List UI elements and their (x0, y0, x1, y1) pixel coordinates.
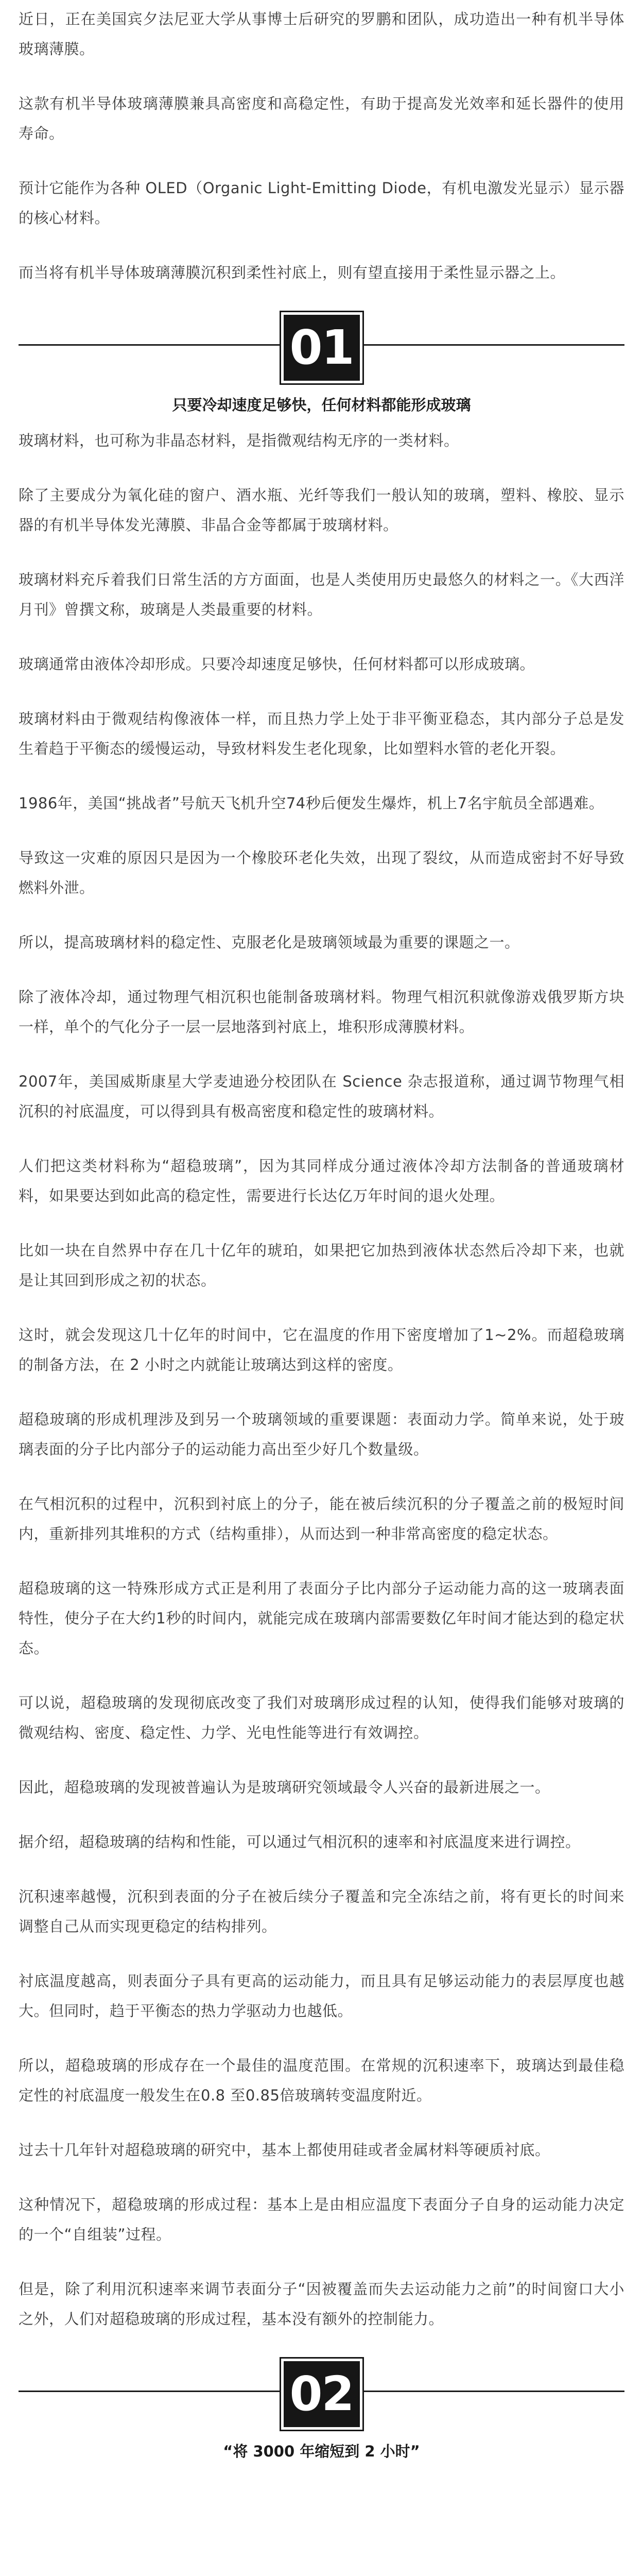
article-paragraph: 导致这一灾难的原因只是因为一个橡胶环老化失效，出现了裂纹，从而造成密封不好导致燃料外泄。 (19, 849, 624, 896)
article-paragraph: 超稳玻璃的形成机理涉及到另一个玻璃领域的重要课题：表面动力学。简单来说，处于玻璃表面的分子比内部分子的运动能力高出至少好几个数量级。 (19, 1411, 624, 1458)
section-number: 01 (289, 320, 354, 375)
article-paragraph: 沉积速率越慢，沉积到表面的分子在被后续分子覆盖和完全冻结之前，将有更长的时间来调整自己从而实现更稳定的结构排列。 (19, 1888, 624, 1935)
section-number-box (281, 312, 362, 383)
article-paragraph: 所以，提高玻璃材料的稳定性、克服老化是玻璃领域最为重要的课题之一。 (19, 934, 520, 951)
article-paragraph: 超稳玻璃的这一特殊形成方式正是利用了表面分子比内部分子运动能力高的这一玻璃表面特性，使分子在大约1秒的时间内，就能完成在玻璃内部需要数亿年时间才能达到的稳定状态。 (19, 1580, 624, 1657)
article-paragraph: 在气相沉积的过程中，沉积到衬底上的分子，能在被后续沉积的分子覆盖之前的极短时间内，重新排列其堆积的方式（结构重排），从而达到一种非常高密度的稳定状态。 (19, 1495, 624, 1543)
article-paragraph: 2007年，美国威斯康星大学麦迪逊分校团队在 Science 杂志报道称，通过调节物理气相沉积的衬底温度，可以得到具有极高密度和稳定性的玻璃材料。 (19, 1073, 624, 1120)
article-paragraph: 人们把这类材料称为“超稳玻璃”，因为其同样成分通过液体冷却方法制备的普通玻璃材料，如果要达到如此高的稳定性，需要进行长达亿万年时间的退火处理。 (19, 1157, 624, 1205)
section-01-paragraphs (19, 426, 624, 2334)
article-paragraph: 玻璃材料，也可称为非晶态材料，是指微观结构无序的一类材料。 (19, 432, 459, 449)
article-paragraph: 衬底温度越高，则表面分子具有更高的运动能力，而且具有足够运动能力的表层厚度也越大。但同时，趋于平衡态的热力学驱动力也越低。 (19, 1972, 624, 2020)
section-number-box (281, 2359, 362, 2430)
article-paragraph: 这种情况下，超稳玻璃的形成过程：基本上是由相应温度下表面分子自身的运动能力决定的一个“自组装”过程。 (19, 2196, 624, 2243)
article-paragraph: 可以说，超稳玻璃的发现彻底改变了我们对玻璃形成过程的认知，使得我们能够对玻璃的微观结构、密度、稳定性、力学、光电性能等进行有效调控。 (19, 1694, 624, 1741)
intro-paragraphs (19, 4, 624, 287)
article-paragraph: 预计它能作为各种 OLED（Organic Light-Emitting Diode，有机电激发光显示）显示器的核心材料。 (19, 179, 624, 227)
section-heading-01 (19, 312, 624, 415)
article-paragraph: 玻璃通常由液体冷却形成。只要冷却速度足够快，任何材料都可以形成玻璃。 (19, 655, 535, 673)
article-paragraph: 除了主要成分为氧化硅的窗户、酒水瓶、光纤等我们一般认知的玻璃，塑料、橡胶、显示器的有机半导体发光薄膜、非晶合金等都属于玻璃材料。 (19, 486, 624, 534)
article-paragraph: 这款有机半导体玻璃薄膜兼具高密度和高稳定性，有助于提高发光效率和延长器件的使用寿命。 (19, 95, 624, 142)
article-paragraph: 近日，正在美国宾夕法尼亚大学从事博士后研究的罗鹏和团队，成功造出一种有机半导体玻璃薄膜。 (19, 10, 624, 58)
article-paragraph: 因此，超稳玻璃的发现被普遍认为是玻璃研究领域最令人兴奋的最新进展之一。 (19, 1778, 550, 1796)
section-title: “将 3000 年缩短到 2 小时” (223, 2443, 420, 2460)
article-paragraph: 这时，就会发现这几十亿年的时间中，它在温度的作用下密度增加了1~2%。而超稳玻璃的制备方法，在 2 小时之内就能让玻璃达到这样的密度。 (19, 1326, 624, 1374)
article-paragraph: 而当将有机半导体玻璃薄膜沉积到柔性衬底上，则有望直接用于柔性显示器之上。 (19, 264, 566, 281)
article-paragraph: 1986年，美国“挑战者”号航天飞机升空74秒后便发生爆炸，机上7名宇航员全部遇难。 (19, 794, 604, 812)
section-title: 只要冷却速度足够快，任何材料都能形成玻璃 (172, 396, 471, 414)
article-paragraph: 比如一块在自然界中存在几十亿年的琥珀，如果把它加热到液体状态然后冷却下来，也就是让其回到形成之初的状态。 (19, 1242, 624, 1289)
article-paragraph: 玻璃材料充斥着我们日常生活的方方面面，也是人类使用历史最悠久的材料之一。《大西洋月刊》曾撰文称，玻璃是人类最重要的材料。 (19, 571, 624, 618)
article-paragraph: 玻璃材料由于微观结构像液体一样，而且热力学上处于非平衡亚稳态，其内部分子总是发生着趋于平衡态的缓慢运动，导致材料发生老化现象，比如塑料水管的老化开裂。 (19, 710, 624, 757)
article-paragraph: 据介绍，超稳玻璃的结构和性能，可以通过气相沉积的速率和衬底温度来进行调控。 (19, 1833, 581, 1851)
article-paragraph: 除了液体冷却，通过物理气相沉积也能制备玻璃材料。物理气相沉积就像游戏俄罗斯方块一样，单个的气化分子一层一层地落到衬底上，堆积形成薄膜材料。 (19, 988, 624, 1036)
article-paragraph: 但是，除了利用沉积速率来调节表面分子“因被覆盖而失去运动能力之前”的时间窗口大小之外，人们对超稳玻璃的形成过程，基本没有额外的控制能力。 (19, 2280, 624, 2328)
section-heading-02 (19, 2359, 624, 2462)
article-paragraph: 所以，超稳玻璃的形成存在一个最佳的温度范围。在常规的沉积速率下，玻璃达到最佳稳定性的衬底温度一般发生在0.8 至0.85倍玻璃转变温度附近。 (19, 2057, 624, 2104)
section-number: 02 (289, 2366, 354, 2421)
article-paragraph: 过去十几年针对超稳玻璃的研究中，基本上都使用硅或者金属材料等硬质衬底。 (19, 2141, 550, 2159)
